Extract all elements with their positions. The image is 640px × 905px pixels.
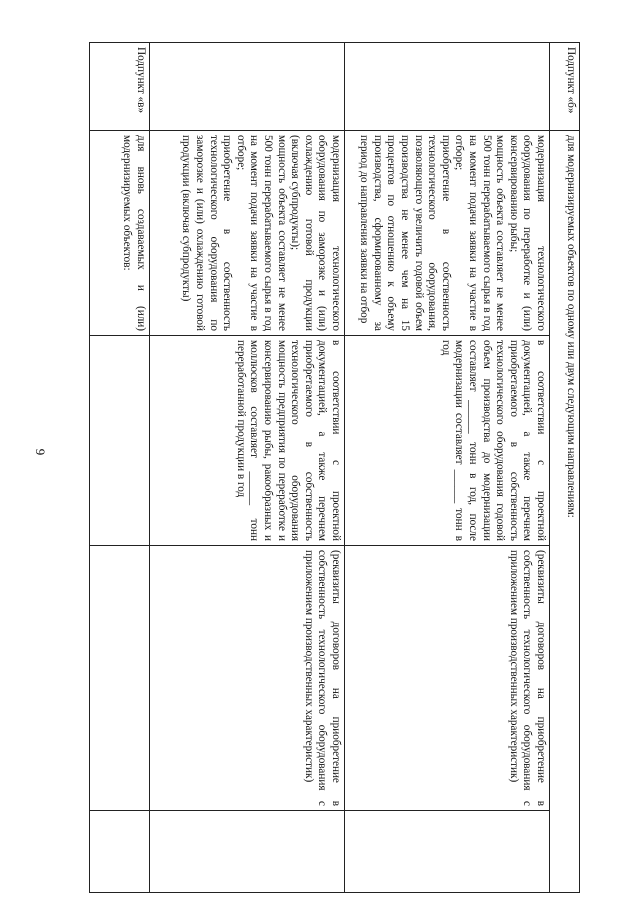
empty-cell [90,546,150,811]
empty-cell [150,811,345,893]
group-1-requirements [345,131,550,336]
subpoint-b-header: для модернизируемых объектов по одному или двум следующим направлениям: [550,131,580,893]
list-item: мощность объекта составляет не менее 500 тонн перерабатываемого сырья в год на момент подачи заявки на участие в отборе; [234,135,288,331]
group-2-requirements [150,131,345,336]
empty-cell [150,43,345,131]
empty-cell [345,811,550,893]
group-1-documents: в соответствии с проектной документацией, а также перечнем приобретаемого в собственность технологического оборудования годовой объем производства до модернизации составляет ______ тонн в год, после модернизации составляет ______ тонн в год [345,336,550,546]
table-row-group-1 [345,43,550,893]
list-item: приобретение в собственность технологического оборудования, позволяющего увеличить годовой объем производства не менее чем на 15 процентов по отношению к объему производства, сформированному за период до направления заявки на отбор [358,135,452,331]
requirements-table [89,42,580,893]
subpoint-v-header: для вновь создаваемых и (или) модернизируемых объектов: [90,131,150,336]
rotated-table-container [90,42,580,892]
table-row-header-b [550,43,580,893]
group-1-attachments: (реквизиты договоров на приобретение в собственность технологического оборудования с приложением производственных характеристик) [345,546,550,811]
table-row-group-2 [150,43,345,893]
group-2-attachments: (реквизиты договоров на приобретение в собственность технологического оборудования с приложением производственных характеристик) [150,546,345,811]
subpoint-v-label: Подпункт «в» [90,43,150,131]
empty-cell [345,43,550,131]
empty-cell [90,336,150,546]
list-item: модернизация технологического оборудования по переработке и (или) консервированию рыбы; [507,135,547,331]
list-item: мощность объекта составляет не менее 500 тонн перерабатываемого сырья в год на момент подачи заявки на участие в отборе; [453,135,507,331]
table-row-header-v [90,43,150,893]
list-item: приобретение в собственность технологического оборудования по заморозке и (или) охлаждению готовой продукции (включая субпродукты) [180,135,234,331]
group-2-documents: в соответствии с проектной документацией, а также перечнем приобретаемого в собственность технологического оборудования мощность предприятия по переработке и консервированию рыбы, ракообразных и моллюсков составляет ______ тонн переработанной продукции в год [150,336,345,546]
page-number: 9 [33,448,48,456]
empty-cell [90,811,150,893]
subpoint-b-label: Подпункт «б» [550,43,580,131]
list-item: модернизация технологического оборудования по заморозке и (или) охлаждению готовой продукции (включая субпродукты); [289,135,342,331]
